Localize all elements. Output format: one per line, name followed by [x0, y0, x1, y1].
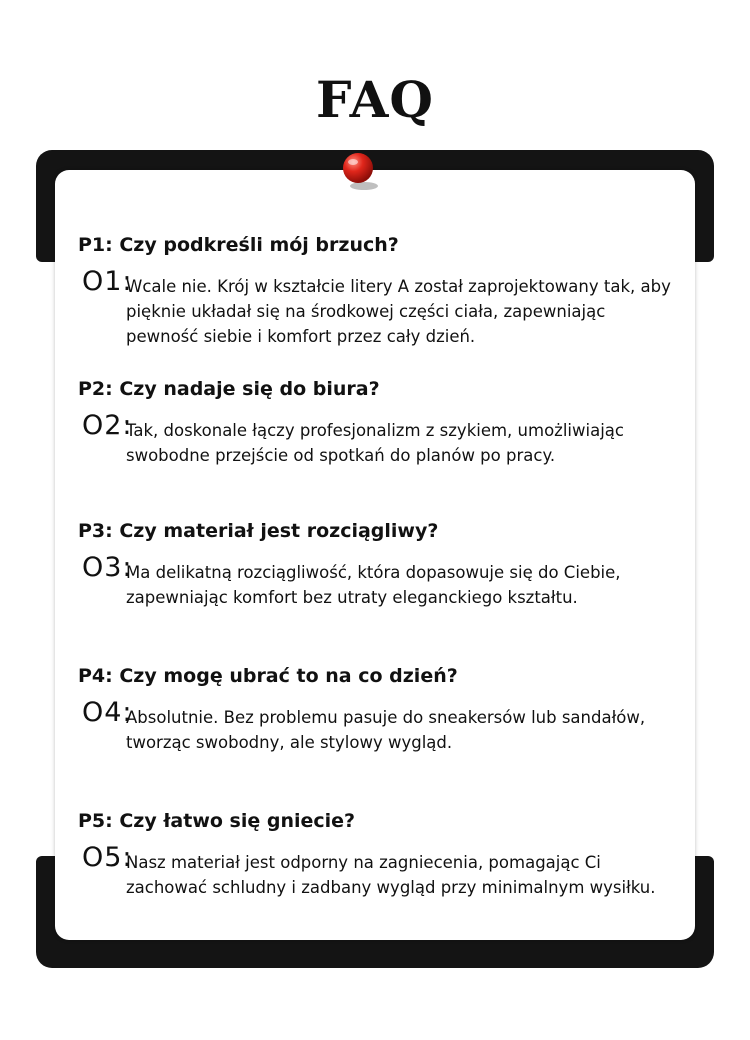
question-4: P4: Czy mogę ubrać to na co dzień?	[78, 665, 518, 691]
answer-text-5: Nasz materiał jest odporny na zagniecenia, pomagając Ci zachować schludny i zadbany wygląd przy minimalnym wysiłku.	[126, 853, 656, 897]
answer-1	[78, 266, 678, 349]
answer-label-1: O1:	[82, 266, 133, 297]
question-1: P1: Czy podkreśli mój brzuch?	[78, 234, 459, 260]
faq-item-2	[78, 378, 678, 468]
faq-item-5	[78, 810, 678, 900]
question-2: P2: Czy nadaje się do biura?	[78, 378, 440, 404]
page-title: FAQ	[316, 70, 434, 129]
answer-label-3: O3:	[82, 552, 133, 583]
pushpin-icon	[338, 150, 382, 194]
answer-3	[78, 552, 678, 610]
answer-5	[78, 842, 678, 900]
answer-label-5: O5:	[82, 842, 133, 873]
answer-text-3: Ma delikatną rozciągliwość, która dopasowuje się do Ciebie, zapewniając komfort bez utraty eleganckiego kształtu.	[126, 563, 621, 607]
question-5: P5: Czy łatwo się gniecie?	[78, 810, 415, 836]
answer-4	[78, 697, 678, 755]
faq-item-3	[78, 520, 678, 610]
answer-text-4: Absolutnie. Bez problemu pasuje do sneakersów lub sandałów, tworząc swobodny, ale stylowy wygląd.	[126, 708, 646, 752]
answer-label-4: O4:	[82, 697, 133, 728]
answer-2	[78, 410, 678, 468]
answer-text-2: Tak, doskonale łączy profesjonalizm z szykiem, umożliwiając swobodne przejście od spotkań do planów po pracy.	[126, 421, 624, 465]
faq-item-1	[78, 234, 678, 349]
answer-label-2: O2:	[82, 410, 133, 441]
question-3: P3: Czy materiał jest rozciągliwy?	[78, 520, 498, 546]
answer-text-1: Wcale nie. Krój w kształcie litery A został zaprojektowany tak, aby pięknie układał się na środkowej części ciała, zapewniając pewność siebie i komfort przez cały dzień.	[126, 277, 671, 346]
faq-item-4	[78, 665, 678, 755]
